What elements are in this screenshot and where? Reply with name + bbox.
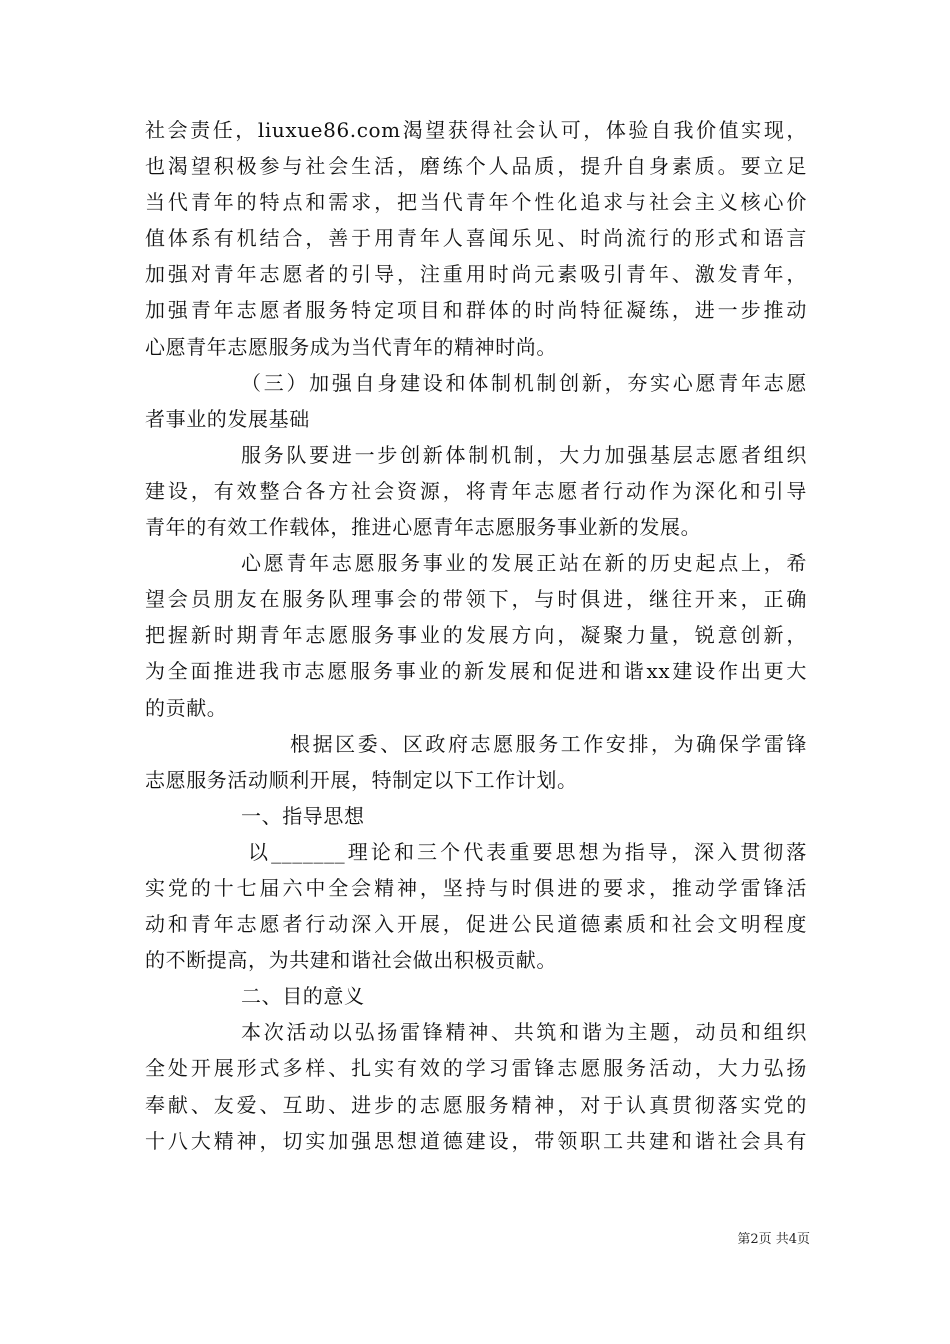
text-line: 者事业的发展基础 <box>145 406 310 431</box>
text-line: 值体系有机结合，善于用青年人喜闻乐见、时尚流行的形式和语言 <box>145 226 807 251</box>
section-heading-3: （三）加强自身建设和体制机制创新，夯实心愿青年志愿 <box>241 370 807 395</box>
text-line: 为全面推进我市志愿服务事业的新发展和促进和谐xx建设作出更大 <box>145 659 807 684</box>
text-line: 十八大精神，切实加强思想道德建设，带领职工共建和谐社会具有 <box>145 1128 807 1153</box>
paragraph-first-line: 心愿青年志愿服务事业的发展正站在新的历史起点上，希 <box>241 551 807 576</box>
paragraph-first-line: 本次活动以弘扬雷锋精神、共筑和谐为主题，动员和组织 <box>241 1020 807 1045</box>
text-line: 的贡献。 <box>145 695 228 720</box>
page-number: 第2页 共4页 <box>737 1232 810 1247</box>
section-heading-1: 一、指导思想 <box>241 803 365 828</box>
text-line: 建设，有效整合各方社会资源，将青年志愿者行动作为深化和引导 <box>145 478 807 503</box>
text-line: 也渴望积极参与社会生活，磨练个人品质，提升自身素质。要立足 <box>145 154 807 179</box>
text-line: 的不断提高，为共建和谐社会做出积极贡献。 <box>145 948 557 973</box>
text-line: 当代青年的特点和需求，把当代青年个性化追求与社会主义核心价 <box>145 190 807 215</box>
text-line: 心愿青年志愿服务成为当代青年的精神时尚。 <box>145 334 557 359</box>
text-line: 奉献、友爱、互助、进步的志愿服务精神，对于认真贯彻落实党的 <box>145 1092 807 1117</box>
text-line: 志愿服务活动顺利开展，特制定以下工作计划。 <box>145 767 578 792</box>
text-line: 实党的十七届六中全会精神，坚持与时俱进的要求，推动学雷锋活 <box>145 875 807 900</box>
text-line: 社会责任，liuxue86.com渴望获得社会认可，体验自我价值实现， <box>145 118 807 142</box>
text-line: 全处开展形式多样、扎实有效的学习雷锋志愿服务活动，大力弘扬 <box>145 1056 807 1081</box>
text-line: 望会员朋友在服务队理事会的带领下，与时俱进，继往开来，正确 <box>145 587 807 612</box>
paragraph-first-line: 根据区委、区政府志愿服务工作安排，为确保学雷锋 <box>290 731 807 756</box>
section-heading-2: 二、目的意义 <box>241 984 365 1009</box>
text-line: 动和青年志愿者行动深入开展，促进公民道德素质和社会文明程度 <box>145 912 807 937</box>
text-line: 青年的有效工作载体，推进心愿青年志愿服务事业新的发展。 <box>145 515 702 540</box>
text-line: 把握新时期青年志愿服务事业的发展方向，凝聚力量，锐意创新， <box>145 623 807 648</box>
text-line: 加强对青年志愿者的引导，注重用时尚元素吸引青年、激发青年， <box>145 262 807 287</box>
paragraph-first-line: 服务队要进一步创新体制机制，大力加强基层志愿者组织 <box>241 442 807 467</box>
text-line: 加强青年志愿者服务特定项目和群体的时尚特征凝练，进一步推动 <box>145 298 807 323</box>
document-body <box>145 112 807 1159</box>
paragraph-first-line: 以_______理论和三个代表重要思想为指导，深入贯彻落 <box>248 839 807 864</box>
